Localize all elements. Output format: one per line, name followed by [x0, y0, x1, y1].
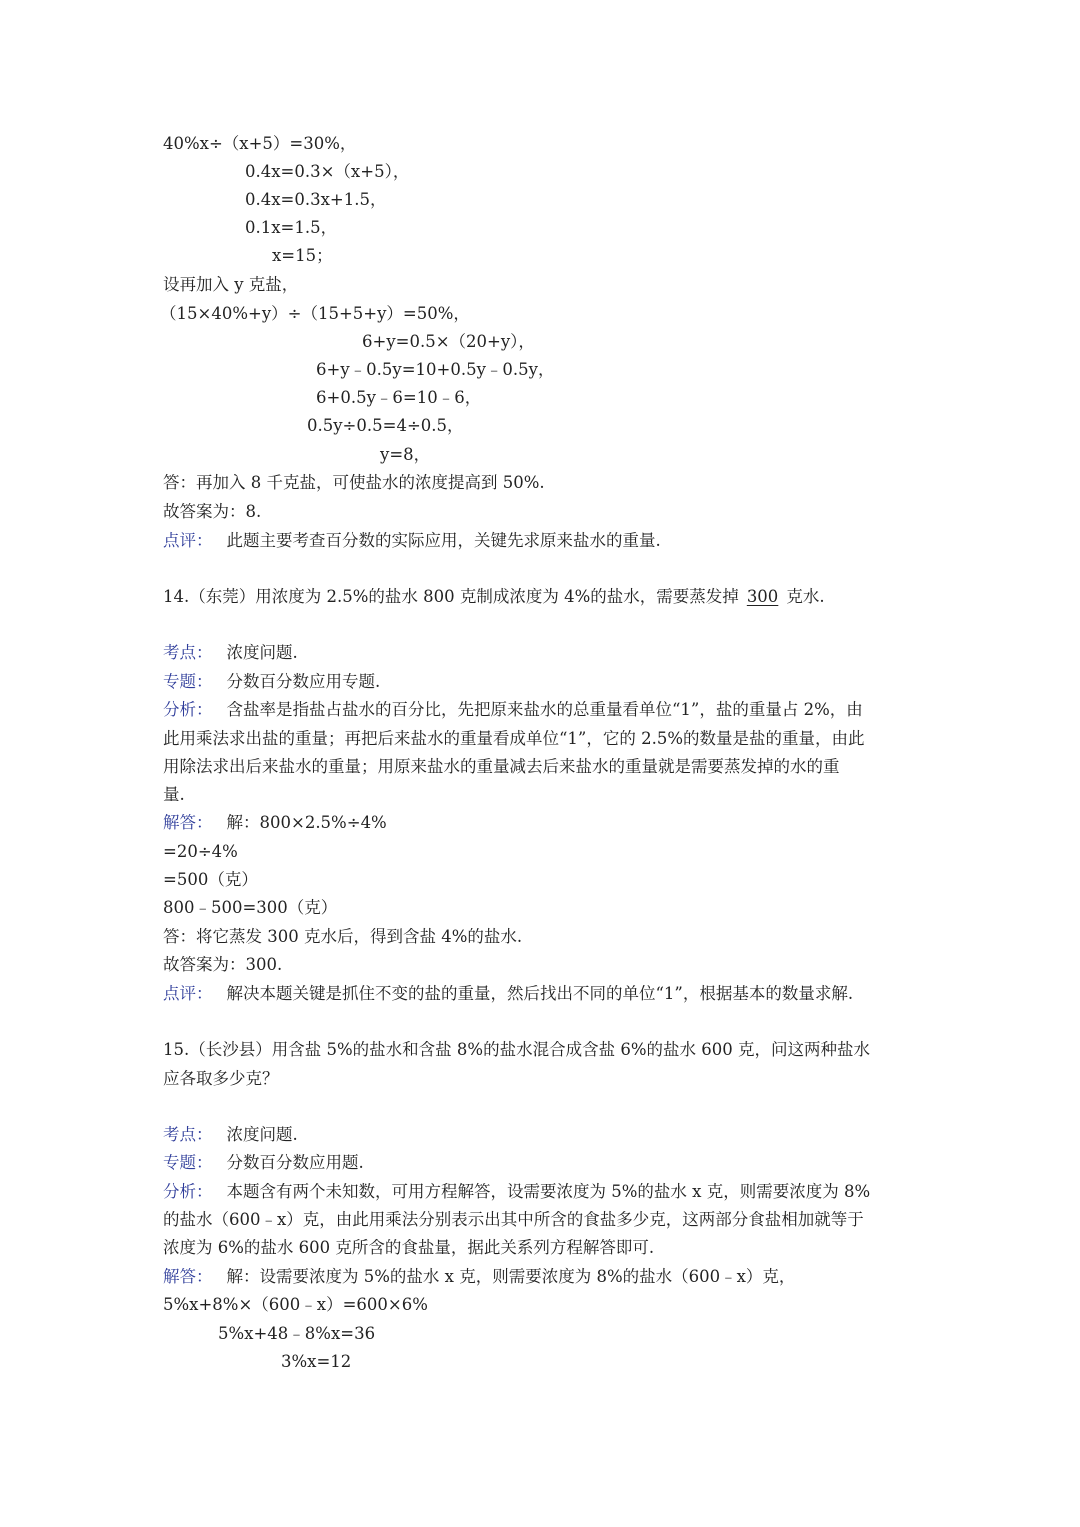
comment-text: 此题主要考查百分数的实际应用，关键先求原来盐水的重量.	[226, 531, 661, 550]
fenxi-row	[163, 699, 863, 721]
jieda-label: 解答：	[163, 1267, 213, 1286]
solution-step: 800﹣500=300（克）	[163, 898, 338, 917]
fenxi-row	[163, 1181, 870, 1203]
equation-line: 6+0.5y﹣6=10﹣6，	[316, 388, 482, 407]
equation-line: 5%x+8%×（600﹣x）=600×6%	[163, 1295, 428, 1314]
jieda-text: 解：设需要浓度为 5%的盐水 x 克，则需要浓度为 8%的盐水（600﹣x）克，	[226, 1267, 796, 1286]
fenxi-line: 量.	[163, 785, 185, 804]
comment-label: 点评：	[163, 984, 213, 1003]
answer-line: 答：再加入 8 千克盐，可使盐水的浓度提高到 50%.	[163, 473, 545, 492]
fenxi-label: 分析：	[163, 1182, 213, 1201]
equation-line: 0.4x=0.3x+1.5，	[245, 190, 387, 209]
solution-step: =20÷4%	[163, 842, 238, 861]
fenxi-line: 浓度为 6%的盐水 600 克所含的食盐量，据此关系列方程解答即可.	[163, 1238, 655, 1257]
answer-line: 答：将它蒸发 300 克水后，得到含盐 4%的盐水.	[163, 927, 523, 946]
zhuanti-text: 分数百分数应用题.	[226, 1153, 364, 1172]
equation-line: 0.5y÷0.5=4÷0.5，	[307, 416, 464, 435]
zhuanti-row	[163, 1152, 364, 1174]
final-answer: 故答案为：8.	[163, 502, 262, 521]
fenxi-line: 的盐水（600﹣x）克，由此用乘法分别表示出其中所含的食盐多少克，这两部分食盐相加就等于	[163, 1210, 864, 1229]
question-15: 15.（长沙县）用含盐 5%的盐水和含盐 8%的盐水混合成含盐 6%的盐水 600 克，问这两种盐水	[163, 1040, 870, 1059]
equation-line: 6+y﹣0.5y=10+0.5y﹣0.5y，	[316, 360, 555, 379]
fenxi-line: 用除法求出后来盐水的重量；用原来盐水的重量减去后来盐水的重量就是需要蒸发掉的水的重	[163, 757, 840, 776]
equation-line: 5%x+48﹣8%x=36	[218, 1324, 376, 1343]
zhuanti-label: 专题：	[163, 1153, 213, 1172]
equation-line: 40%x÷（x+5）=30%，	[163, 134, 357, 153]
answer-blank: 300	[746, 587, 779, 606]
equation-line: （15×40%+y）÷（15+5+y）=50%，	[160, 304, 470, 323]
solution-step: =500（克）	[163, 870, 258, 889]
jieda-text: 解：800×2.5%÷4%	[226, 813, 387, 832]
jieda-label: 解答：	[163, 813, 213, 832]
question-15-cont: 应各取多少克？	[163, 1069, 279, 1088]
equation-line: x=15；	[272, 246, 333, 265]
text-line: 设再加入 y 克盐，	[163, 275, 299, 294]
equation-line: 0.4x=0.3×（x+5），	[245, 162, 410, 181]
question-text: 14.（东莞）用浓度为 2.5%的盐水 800 克制成浓度为 4%的盐水，需要蒸发掉	[163, 587, 739, 606]
equation-line: y=8，	[380, 445, 431, 464]
kaodian-row	[163, 1124, 298, 1146]
jieda-row	[163, 1266, 795, 1288]
final-answer: 故答案为：300.	[163, 955, 283, 974]
fenxi-text: 含盐率是指盐占盐水的百分比，先把原来盐水的总重量看单位“1”，盐的重量占 2%，由	[226, 700, 863, 719]
fenxi-text: 本题含有两个未知数，可用方程解答，设需要浓度为 5%的盐水 x 克，则需要浓度为 8%	[226, 1182, 871, 1201]
fenxi-label: 分析：	[163, 700, 213, 719]
question-14	[163, 586, 825, 608]
equation-line: 0.1x=1.5，	[245, 218, 338, 237]
kaodian-label: 考点：	[163, 643, 213, 662]
kaodian-text: 浓度问题.	[226, 1125, 298, 1144]
kaodian-row	[163, 642, 298, 664]
zhuanti-text: 分数百分数应用专题.	[226, 672, 381, 691]
kaodian-text: 浓度问题.	[226, 643, 298, 662]
equation-line: 3%x=12	[281, 1352, 352, 1371]
comment-row	[163, 530, 661, 552]
comment-text: 解决本题关键是抓住不变的盐的重量，然后找出不同的单位“1”，根据基本的数量求解.	[226, 984, 854, 1003]
comment-label: 点评：	[163, 531, 213, 550]
zhuanti-label: 专题：	[163, 672, 213, 691]
question-text: 克水.	[786, 587, 825, 606]
fenxi-line: 此用乘法求出盐的重量；再把后来盐水的重量看成单位“1”，它的 2.5%的数量是盐的重量，由此	[163, 729, 865, 748]
zhuanti-row	[163, 671, 380, 693]
comment-row	[163, 983, 853, 1005]
equation-line: 6+y=0.5×（20+y），	[362, 332, 535, 351]
jieda-row	[163, 812, 387, 834]
kaodian-label: 考点：	[163, 1125, 213, 1144]
